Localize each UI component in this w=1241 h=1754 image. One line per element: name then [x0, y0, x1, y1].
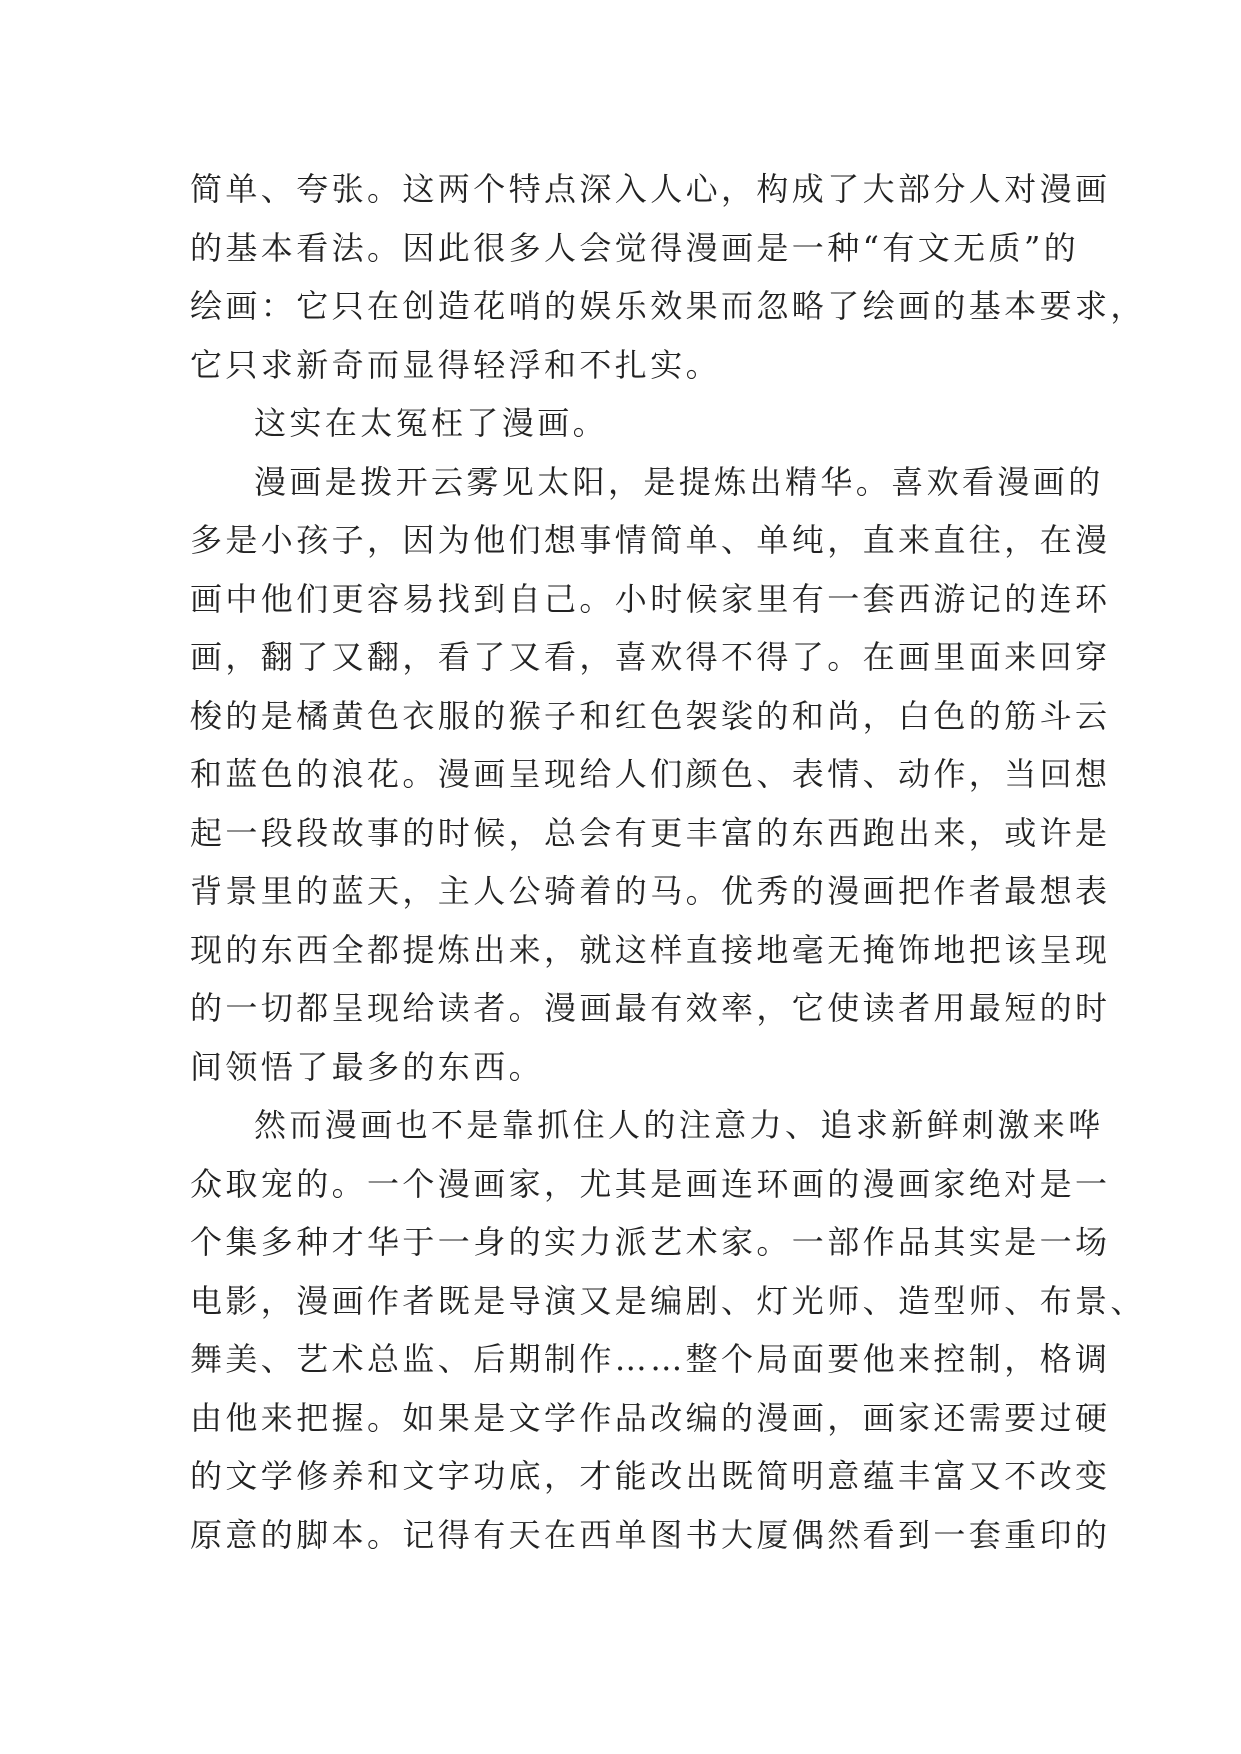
text-line: 多是小孩子，因为他们想事情简单、单纯，直来直往，在漫 — [190, 521, 1111, 559]
paragraph-first-line: 然而漫画也不是靠抓住人的注意力、追求新鲜刺激来哗 — [254, 1106, 1104, 1144]
text-line: 现的东西全都提炼出来，就这样直接地毫无掩饰地把该呈现 — [190, 930, 1111, 969]
text-line: 的基本看法。因此很多人会觉得漫画是一种“有文无质”的 — [190, 228, 1080, 267]
text-line: 的一切都呈现给读者。漫画最有效率，它使读者用最短的时 — [190, 989, 1111, 1027]
text-line: 梭的是橘黄色衣服的猴子和红色袈裟的和尚，白色的筋斗云 — [190, 696, 1111, 735]
text-line: 它只求新奇而显得轻浮和不扎实。 — [190, 345, 722, 384]
text-line: 舞美、艺术总监、后期制作……整个局面要他来控制，格调 — [190, 1340, 1111, 1378]
text-line: 个集多种才华于一身的实力派艺术家。一部作品其实是一场 — [190, 1223, 1111, 1261]
text-line: 间领悟了最多的东西。 — [190, 1047, 545, 1086]
text-line: 原意的脚本。记得有天在西单图书大厦偶然看到一套重印的 — [190, 1515, 1111, 1554]
text-line: 背景里的蓝天，主人公骑着的马。优秀的漫画把作者最想表 — [190, 872, 1111, 910]
document-body — [190, 160, 1146, 1564]
paragraph-first-line: 这实在太冤枉了漫画。 — [254, 404, 609, 442]
text-line: 由他来把握。如果是文学作品改编的漫画，画家还需要过硬 — [190, 1398, 1111, 1437]
text-line: 起一段段故事的时候，总会有更丰富的东西跑出来，或许是 — [190, 813, 1111, 852]
text-line: 众取宠的。一个漫画家，尤其是画连环画的漫画家绝对是一 — [190, 1164, 1111, 1203]
text-line: 和蓝色的浪花。漫画呈现给人们颜色、表情、动作，当回想 — [190, 755, 1111, 793]
text-line: 绘画：它只在创造花哨的娱乐效果而忽略了绘画的基本要求， — [190, 287, 1146, 325]
text-line: 电影，漫画作者既是导演又是编剧、灯光师、造型师、布景、 — [190, 1281, 1146, 1320]
text-line: 画，翻了又翻，看了又看，喜欢得不得了。在画里面来回穿 — [190, 638, 1111, 676]
text-line: 的文学修养和文字功底，才能改出既简明意蕴丰富又不改变 — [190, 1457, 1111, 1495]
text-line: 简单、夸张。这两个特点深入人心，构成了大部分人对漫画 — [190, 170, 1111, 208]
text-line: 画中他们更容易找到自己。小时候家里有一套西游记的连环 — [190, 579, 1111, 618]
paragraph-first-line: 漫画是拨开云雾见太阳，是提炼出精华。喜欢看漫画的 — [254, 462, 1104, 501]
